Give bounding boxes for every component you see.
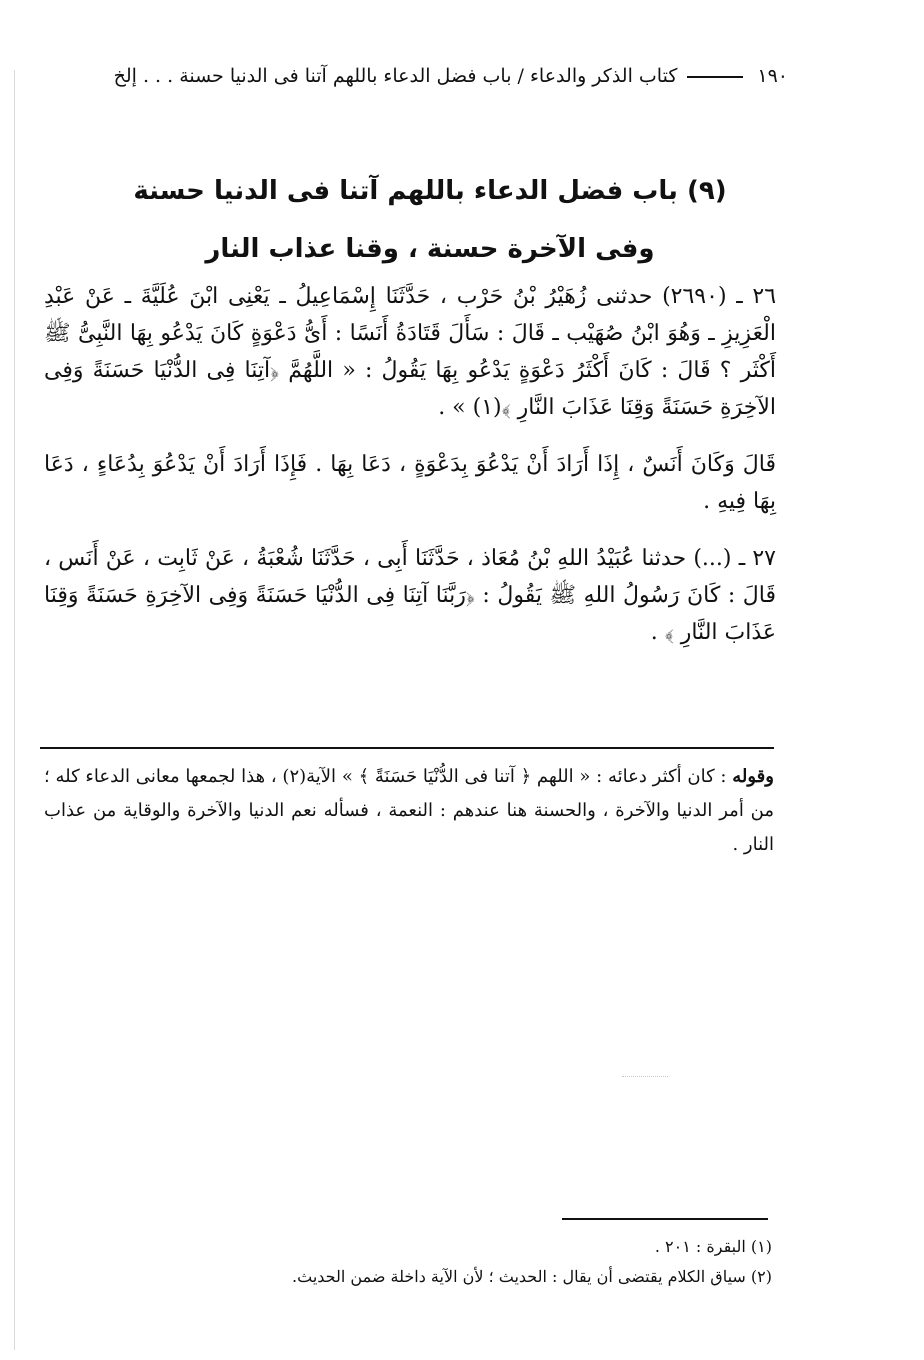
hadith-26: ٢٦ ـ (٢٦٩٠) حدثنى زُهَيْرُ بْنُ حَرْب ، حَدَّثَنَا إِسْمَاعِيلُ ـ يَعْنِى ابْنَ عُلَيَّةَ ـ عَنْ عَبْدِ الْعَزِيزِ ـ وَهُوَ ابْنُ صُهَيْب ـ قَالَ : سَأَلَ قَتَادَةُ أَنَسًا : أَىُّ دَعْوَةٍ كَانَ يَدْعُو بِهَا النَّبِىُّ ﷺ أَكْثَر ؟ قَالَ : كَانَ أَكْثَرُ دَعْوَةٍ يَدْعُو بِهَا يَقُولُ : « اللَّهُمَّ ﴿آتِنَا فِى الدُّنْيَا حَسَنَةً وَفِى الآخِرَةِ حَسَنَةً وَقِنَا عَذَابَ النَّارِ ﴾(١) » .: [44, 284, 777, 420]
chapter-title-line-2: وفى الآخرة حسنة ، وقنا عذاب النار: [205, 234, 655, 264]
commentary-separator: [40, 747, 774, 749]
hadith-27: ٢٧ ـ (...) حدثنا عُبَيْدُ اللهِ بْنُ مُعَاذ ، حَدَّثَنَا أَبِى ، حَدَّثَنَا شُعْبَةُ ، عَنْ ثَابِت ، عَنْ أَنَس ، قَالَ : كَانَ رَسُولُ اللهِ ﷺ يَقُولُ : ﴿رَبَّنَا آتِنَا فِى الدُّنْيَا حَسَنَةً وَفِى الآخِرَةِ حَسَنَةً وَقِنَا عَذَابَ النَّارِ ﴾ .: [44, 546, 776, 645]
running-head: [36, 62, 788, 90]
commentary-text: : كان أكثر دعائه : « اللهم ﴿ آتنا فى الدُّنْيَا حَسَنَةً ﴾ » الآية(٢) ، هذا لجمعها معانى الدعاء كله ؛ من أمر الدنيا والآخرة ، والحسنة هنا عندهم : النعمة ، فسأله نعم الدنيا والآخرة والوقاية من عذاب النار .: [44, 766, 774, 855]
footnote-2: (٢) سياق الكلام يقتضى أن يقال : الحديث ؛ لأن الآية داخلة ضمن الحديث.: [292, 1267, 772, 1286]
hadith-26-continuation: قَالَ وَكَانَ أَنَسٌ ، إِذَا أَرَادَ أَنْ يَدْعُوَ بِدَعْوَةٍ ، دَعَا بِهَا . فَإِذَا أَرَادَ أَنْ يَدْعُوَ بِدُعَاءٍ ، دَعَا بِهَا فِيهِ .: [44, 452, 776, 514]
footnote-separator: [562, 1218, 768, 1220]
hadith-body: [44, 278, 776, 671]
chapter-title-line-1: (٩) باب فضل الدعاء باللهم آتنا فى الدنيا حسنة: [133, 176, 727, 206]
running-head-rule: [687, 76, 743, 78]
footnotes: [200, 1232, 772, 1292]
chapter-title: [120, 162, 740, 278]
running-head-text: كتاب الذكر والدعاء / باب فضل الدعاء باللهم آتنا فى الدنيا حسنة . . . إلخ: [113, 65, 678, 87]
commentary: [44, 760, 774, 862]
page-number: ١٩٠: [757, 65, 788, 87]
commentary-lead: وقوله: [732, 766, 774, 787]
footnote-1: (١) البقرة : ٢٠١ .: [654, 1237, 772, 1256]
scan-edge-line: [14, 70, 15, 1350]
faint-scan-mark: [622, 1076, 668, 1077]
